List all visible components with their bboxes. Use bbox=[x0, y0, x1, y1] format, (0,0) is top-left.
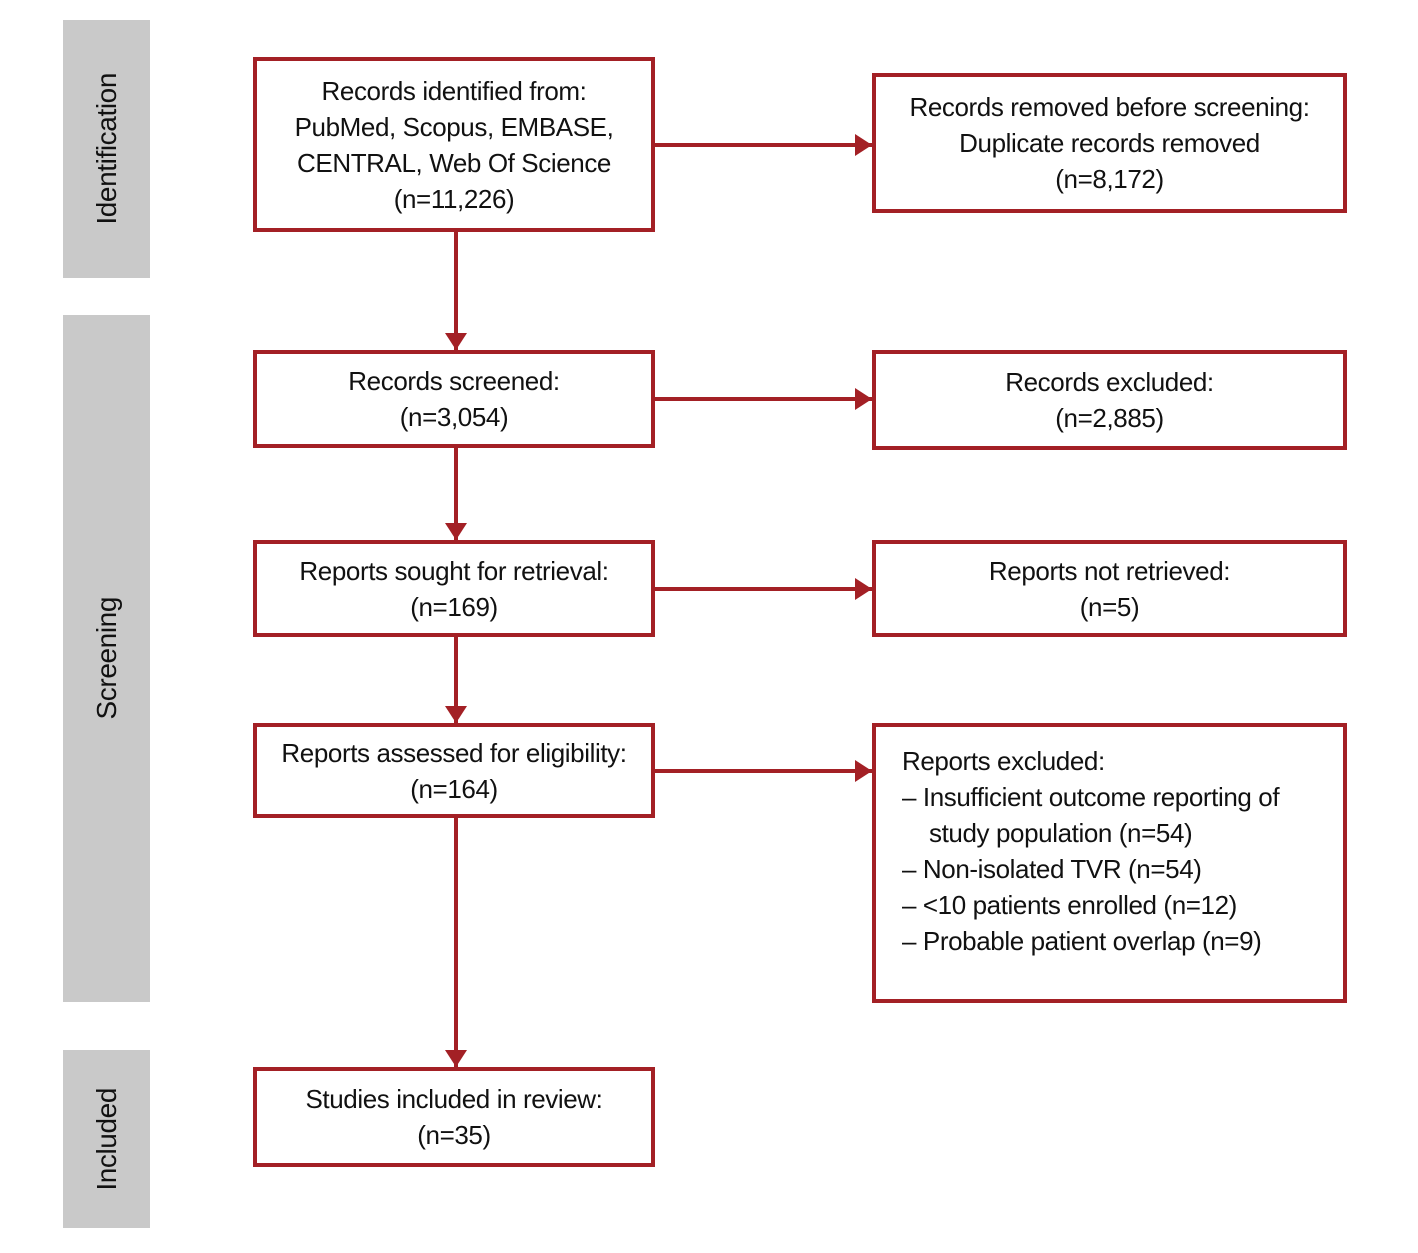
arrowhead-down-icon bbox=[445, 333, 467, 350]
box-line: Records removed before screening: bbox=[909, 92, 1310, 122]
stage-label-screening: Screening bbox=[90, 597, 122, 720]
arrow-screened-to-excluded bbox=[655, 397, 872, 401]
excluded-reason-item: – Non-isolated TVR (n=54) bbox=[902, 854, 1202, 884]
box-line: PubMed, Scopus, EMBASE, bbox=[294, 111, 614, 142]
box-line: Studies included in review: bbox=[305, 1084, 603, 1114]
box-records-identified bbox=[253, 57, 655, 232]
arrowhead-down-icon bbox=[445, 1050, 467, 1067]
arrowhead-down-icon bbox=[445, 706, 467, 723]
box-line: CENTRAL, Web Of Science bbox=[297, 147, 611, 178]
stage-label-included: Included bbox=[90, 1087, 122, 1191]
box-line: Reports assessed for eligibility: bbox=[281, 737, 627, 768]
box-line: Records screened: bbox=[348, 366, 560, 396]
box-line: (n=169) bbox=[410, 591, 498, 622]
box-line: (n=3,054) bbox=[399, 402, 509, 432]
arrowhead-right-icon bbox=[855, 578, 872, 600]
arrow-sought-to-assessed bbox=[454, 637, 458, 723]
box-records-removed bbox=[872, 73, 1347, 213]
box-line: (n=164) bbox=[410, 773, 498, 804]
stage-bar-included bbox=[63, 1050, 150, 1228]
box-reports-excluded bbox=[872, 723, 1347, 1003]
arrow-identified-to-removed bbox=[655, 143, 872, 147]
box-reports-not-retrieved bbox=[872, 540, 1347, 637]
box-line: Records excluded: bbox=[1005, 367, 1214, 397]
arrowhead-down-icon bbox=[445, 523, 467, 540]
box-line: (n=35) bbox=[417, 1120, 491, 1150]
arrowhead-right-icon bbox=[855, 388, 872, 410]
box-line: (n=2,885) bbox=[1055, 403, 1164, 433]
arrow-assessed-to-reports-excluded bbox=[655, 769, 872, 773]
box-line: Reports sought for retrieval: bbox=[299, 555, 609, 586]
stage-label-identification: Identification bbox=[90, 73, 122, 225]
box-line: Reports excluded: bbox=[902, 746, 1105, 776]
arrow-sought-to-not-retrieved bbox=[655, 587, 872, 591]
excluded-reason-item: – <10 patients enrolled (n=12) bbox=[902, 890, 1237, 920]
box-line: (n=8,172) bbox=[1055, 164, 1164, 194]
box-records-screened bbox=[253, 350, 655, 448]
box-reports-sought bbox=[253, 540, 655, 637]
arrowhead-right-icon bbox=[855, 760, 872, 782]
excluded-reason-item: – Insufficient outcome reporting of study population (n=54) bbox=[902, 782, 1280, 848]
excluded-reason-item: – Probable patient overlap (n=9) bbox=[902, 926, 1262, 956]
arrow-identified-to-screened bbox=[454, 232, 458, 350]
box-line: (n=5) bbox=[1079, 591, 1140, 622]
box-studies-included bbox=[253, 1067, 655, 1167]
box-line: Duplicate records removed bbox=[959, 128, 1260, 158]
stage-bar-screening bbox=[63, 315, 150, 1002]
box-line: (n=11,226) bbox=[393, 183, 515, 214]
box-reports-assessed bbox=[253, 723, 655, 818]
box-line: Reports not retrieved: bbox=[988, 555, 1231, 586]
box-line: Records identified from: bbox=[321, 75, 587, 106]
stage-bar-identification bbox=[63, 20, 150, 278]
arrow-assessed-to-included bbox=[454, 818, 458, 1067]
arrowhead-right-icon bbox=[855, 134, 872, 156]
arrow-screened-to-sought bbox=[454, 448, 458, 540]
box-records-excluded bbox=[872, 350, 1347, 450]
